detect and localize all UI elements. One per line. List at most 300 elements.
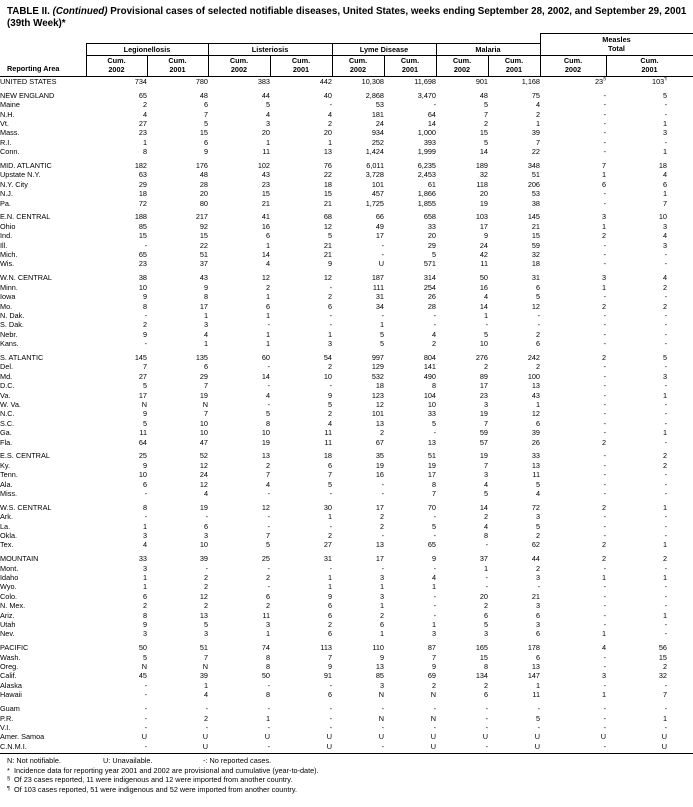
- value-cell: 18: [323, 179, 332, 189]
- value-cell: 19: [375, 460, 384, 470]
- group-header-listeriosis: Listeriosis: [251, 44, 289, 54]
- value-cell: -: [205, 512, 208, 522]
- value-cell: 33: [138, 554, 147, 564]
- value-cell: -: [603, 329, 606, 339]
- value-cell: 2: [327, 119, 332, 129]
- value-cell: 53: [375, 100, 384, 110]
- table-row: [0, 250, 693, 259]
- table-row: [0, 409, 693, 418]
- reporting-area-cell: Guam: [0, 704, 20, 714]
- reporting-area-cell: W.S. CENTRAL: [0, 502, 52, 512]
- value-cell: 21: [261, 198, 270, 208]
- reporting-area-cell: Wash.: [0, 652, 21, 662]
- value-cell: U: [326, 732, 332, 742]
- value-cell: 1: [265, 329, 270, 339]
- value-cell: 1: [379, 320, 384, 330]
- footnote-legend: [7, 756, 693, 766]
- value-cell: 3: [483, 629, 488, 639]
- value-cell: 5: [142, 381, 147, 391]
- value-cell: 21: [531, 591, 540, 601]
- value-cell: 2: [662, 301, 667, 311]
- value-cell: 5: [327, 479, 332, 489]
- value-cell: 42: [479, 250, 488, 260]
- value-cell: 5: [535, 479, 540, 489]
- reporting-area-cell: Alaska: [0, 680, 22, 690]
- value-cell: 85: [138, 221, 147, 231]
- value-cell: -: [664, 722, 667, 732]
- value-cell: -: [603, 259, 606, 269]
- value-cell: 3: [265, 119, 270, 129]
- value-cell: 2: [601, 540, 606, 550]
- value-cell: 8: [431, 479, 436, 489]
- column-header-legionellosis-cum-2002: Cum. 2002: [107, 56, 126, 74]
- value-cell: 14: [479, 502, 488, 512]
- value-cell: 2: [535, 362, 540, 372]
- value-cell: -: [664, 489, 667, 498]
- value-cell: 2: [483, 119, 488, 129]
- value-cell: -: [603, 591, 606, 601]
- value-cell: 1,866: [417, 189, 436, 199]
- value-cell: 6: [327, 460, 332, 470]
- value-cell: -: [603, 399, 606, 409]
- value-cell: 5: [265, 409, 270, 419]
- reporting-area-cell: PACIFIC: [0, 643, 29, 653]
- value-cell: 2: [535, 329, 540, 339]
- value-cell: 89: [479, 371, 488, 381]
- value-cell: 3: [601, 212, 606, 222]
- value-cell: 27: [323, 540, 332, 550]
- value-cell: 8: [265, 418, 270, 428]
- value-cell: -: [537, 582, 540, 592]
- value-cell: -: [664, 250, 667, 260]
- reporting-area-cell: Iowa: [0, 292, 16, 302]
- value-cell: 13: [199, 610, 208, 620]
- value-cell: 15: [199, 231, 208, 241]
- value-cell: 9: [431, 662, 436, 672]
- value-cell: 69: [427, 671, 436, 681]
- value-cell: 118: [476, 179, 488, 189]
- value-cell: -: [329, 704, 332, 714]
- value-cell: 4: [483, 479, 488, 489]
- value-cell: 3: [601, 273, 606, 283]
- notifiable-diseases-table: [0, 77, 693, 751]
- value-cell: -: [603, 680, 606, 690]
- value-cell: -: [144, 489, 147, 498]
- value-cell: 39: [531, 128, 540, 138]
- value-cell: 13: [375, 418, 384, 428]
- reporting-area-cell: Del.: [0, 362, 13, 372]
- table-row: [0, 512, 693, 521]
- value-cell: -: [485, 722, 488, 732]
- value-cell: 9: [483, 231, 488, 241]
- value-cell: -: [664, 479, 667, 489]
- value-cell: 15: [199, 128, 208, 138]
- value-cell: 13: [323, 147, 332, 157]
- value-cell: -: [603, 428, 606, 438]
- value-cell: 178: [527, 643, 540, 653]
- value-cell: -: [603, 704, 606, 714]
- reporting-area-cell: MID. ATLANTIC: [0, 161, 52, 171]
- value-cell: -: [603, 362, 606, 372]
- table-row: [0, 554, 693, 563]
- value-cell: 6: [327, 610, 332, 620]
- value-cell: 2: [327, 409, 332, 419]
- value-cell: 1: [662, 502, 667, 512]
- value-cell: 48: [479, 90, 488, 100]
- value-cell: 9: [327, 662, 332, 672]
- reporting-area-cell: Md.: [0, 371, 13, 381]
- value-cell: 4: [203, 690, 208, 700]
- value-cell: U: [534, 732, 540, 742]
- value-cell: -: [329, 521, 332, 531]
- value-cell: 5: [203, 620, 208, 630]
- value-cell: 2: [327, 531, 332, 541]
- value-cell: 9: [203, 147, 208, 157]
- reporting-area-cell: S. ATLANTIC: [0, 352, 44, 362]
- value-cell: 6: [483, 610, 488, 620]
- value-cell: 87: [427, 643, 436, 653]
- value-cell: 51: [199, 643, 208, 653]
- value-cell: 44: [531, 554, 540, 564]
- value-cell: 1: [662, 573, 667, 583]
- value-cell: 1: [601, 690, 606, 700]
- value-cell: 1: [535, 680, 540, 690]
- value-cell: 145: [134, 352, 147, 362]
- value-cell: 10: [323, 371, 332, 381]
- value-cell: -: [144, 240, 147, 250]
- value-cell: 29: [138, 179, 147, 189]
- value-cell: 113: [320, 643, 332, 653]
- reporting-area-cell: Okla.: [0, 531, 18, 541]
- reporting-area-cell: C.N.M.I.: [0, 741, 27, 751]
- legend-not-notifiable: N: Not notifiable.: [7, 756, 61, 766]
- value-cell: -: [433, 310, 436, 320]
- value-cell: 64: [427, 109, 436, 119]
- value-cell: 2: [379, 512, 384, 522]
- value-cell: 33: [531, 451, 540, 461]
- value-cell: 8: [431, 381, 436, 391]
- value-cell: -: [144, 722, 147, 732]
- footnote-asterisk: * Incidence data for reporting year 2001 and 2002 are provisional and cumulative (year-to-date).: [7, 765, 319, 775]
- value-cell: N: [141, 399, 147, 409]
- value-cell: -: [144, 704, 147, 714]
- value-cell: -: [537, 704, 540, 714]
- value-cell: 7: [203, 381, 208, 391]
- value-cell: -: [433, 722, 436, 732]
- value-cell: 2: [327, 620, 332, 630]
- value-cell: -: [381, 741, 384, 751]
- value-cell: 7: [662, 198, 667, 208]
- value-cell: -: [329, 310, 332, 320]
- value-cell: N: [378, 690, 384, 700]
- value-cell: 5: [431, 521, 436, 531]
- value-cell: 12: [199, 460, 208, 470]
- value-cell: -: [267, 320, 270, 330]
- value-cell: -: [603, 531, 606, 541]
- table-row: [0, 573, 693, 582]
- value-cell: -: [433, 320, 436, 330]
- value-cell: -: [267, 563, 270, 573]
- value-cell: 6: [265, 591, 270, 601]
- table-row: [0, 582, 693, 591]
- value-cell: 1: [379, 601, 384, 611]
- value-cell: 181: [371, 109, 384, 119]
- value-cell: 182: [134, 161, 147, 171]
- value-cell: 997: [371, 352, 384, 362]
- value-cell: 5: [662, 352, 667, 362]
- value-cell: 3: [483, 399, 488, 409]
- value-cell: 8: [142, 301, 147, 311]
- value-cell: -: [664, 259, 667, 269]
- value-cell: 7: [327, 652, 332, 662]
- table-row: [0, 77, 693, 86]
- value-cell: 3: [535, 601, 540, 611]
- value-cell: 31: [531, 273, 540, 283]
- value-cell: 22: [323, 170, 332, 180]
- value-cell: 276: [475, 352, 488, 362]
- value-cell: 734: [134, 77, 147, 86]
- value-cell: U: [378, 259, 384, 269]
- value-cell: 3: [265, 620, 270, 630]
- value-cell: 53: [531, 189, 540, 199]
- value-cell: 38: [531, 198, 540, 208]
- value-cell: 56: [658, 643, 667, 653]
- reporting-area-cell: Ark.: [0, 512, 13, 522]
- table-row: [0, 470, 693, 479]
- value-cell: 1: [662, 390, 667, 400]
- column-header-malaria-cum-2001: Cum. 2001: [504, 56, 524, 74]
- value-cell: 13: [531, 381, 540, 391]
- value-cell: -: [267, 521, 270, 531]
- value-cell: -: [603, 198, 606, 208]
- value-cell: 4: [662, 170, 667, 180]
- value-cell: 76: [323, 161, 332, 171]
- table-header: [0, 33, 693, 77]
- value-cell: 5: [662, 90, 667, 100]
- value-cell: 1: [483, 563, 488, 573]
- value-cell: 13: [375, 540, 384, 550]
- value-cell: 16: [375, 470, 384, 480]
- value-cell: -: [537, 722, 540, 732]
- table-row: [0, 723, 693, 732]
- column-header-listeriosis-cum-2001: Cum. 2001: [291, 56, 311, 74]
- value-cell: -: [433, 563, 436, 573]
- value-cell: -: [144, 310, 147, 320]
- value-cell: -: [664, 418, 667, 428]
- value-cell: 19: [199, 390, 208, 400]
- value-cell: 901: [475, 77, 488, 86]
- value-cell: -: [664, 629, 667, 639]
- value-cell: 14: [427, 119, 436, 129]
- value-cell: 3: [662, 371, 667, 381]
- value-cell: 6: [601, 179, 606, 189]
- reporting-area-cell: P.R.: [0, 713, 14, 723]
- title-text: Provisional cases of selected notifiable diseases, United States, weeks ending September 28, 2002, and September 29, 2001: [110, 6, 687, 17]
- table-row: [0, 381, 693, 390]
- value-cell: U: [600, 732, 606, 742]
- value-cell: 7: [535, 137, 540, 147]
- value-cell: -: [267, 680, 270, 690]
- group-header-lyme-disease: Lyme Disease: [359, 44, 409, 54]
- value-cell: 6: [203, 521, 208, 531]
- value-cell: 22: [531, 147, 540, 157]
- table-row: [0, 128, 693, 137]
- value-cell: 2: [203, 573, 208, 583]
- value-cell: 3: [662, 128, 667, 138]
- value-cell: -: [664, 563, 667, 573]
- value-cell: 804: [423, 352, 436, 362]
- value-cell: 50: [138, 643, 147, 653]
- value-cell: 1: [662, 189, 667, 199]
- value-cell: 17: [199, 301, 208, 311]
- value-cell: 20: [427, 231, 436, 241]
- value-cell: -: [205, 722, 208, 732]
- value-cell: 11: [262, 147, 270, 157]
- value-cell: 13: [531, 460, 540, 470]
- table-row: [0, 489, 693, 498]
- value-cell: 27: [138, 119, 147, 129]
- value-cell: 2: [601, 437, 606, 447]
- value-cell: 3: [379, 680, 384, 690]
- value-cell: 135: [195, 352, 208, 362]
- reporting-area-cell: Calif.: [0, 671, 17, 681]
- value-cell: -: [267, 722, 270, 732]
- value-cell: -: [664, 601, 667, 611]
- reporting-area-cell: Mich.: [0, 250, 18, 260]
- value-cell: 101: [371, 409, 384, 419]
- value-cell: 8: [142, 502, 147, 512]
- reporting-area-cell: R.I.: [0, 137, 12, 147]
- value-cell: -: [664, 399, 667, 409]
- table-row: [0, 330, 693, 339]
- value-cell: 176: [195, 161, 208, 171]
- value-cell: -: [603, 189, 606, 199]
- value-cell: 7: [483, 460, 488, 470]
- value-cell: -: [433, 531, 436, 541]
- value-cell: 9: [379, 652, 384, 662]
- value-cell: 6: [142, 591, 147, 601]
- value-cell: -: [664, 591, 667, 601]
- value-cell: 2: [662, 451, 667, 461]
- value-cell: 111: [372, 282, 384, 292]
- value-cell: 32: [479, 170, 488, 180]
- value-cell: -: [267, 582, 270, 592]
- value-cell: -: [381, 310, 384, 320]
- group-header-legionellosis: Legionellosis: [123, 44, 171, 54]
- value-cell: 5: [327, 399, 332, 409]
- value-cell: 6: [265, 231, 270, 241]
- value-cell: 8: [265, 662, 270, 672]
- value-cell: 43: [199, 273, 208, 283]
- table-row: [0, 438, 693, 447]
- value-cell: 3: [142, 629, 147, 639]
- value-cell: 51: [531, 170, 540, 180]
- value-cell: -: [664, 339, 667, 349]
- value-cell: 62: [531, 540, 540, 550]
- value-cell: 91: [323, 671, 332, 681]
- value-cell: 4: [203, 329, 208, 339]
- value-cell: -: [144, 741, 147, 751]
- value-cell: 15: [323, 189, 332, 199]
- reporting-area-cell: Oreg.: [0, 662, 19, 672]
- value-cell: -: [537, 320, 540, 330]
- value-cell: 4: [535, 100, 540, 110]
- value-cell: 38: [138, 273, 147, 283]
- value-cell: 39: [531, 428, 540, 438]
- value-cell: -: [329, 381, 332, 391]
- value-cell: -: [664, 362, 667, 372]
- table-row: [0, 302, 693, 311]
- value-cell: 3: [535, 512, 540, 522]
- value-cell: 32: [658, 671, 667, 681]
- value-cell: 6: [327, 629, 332, 639]
- value-cell: 4: [431, 573, 436, 583]
- value-cell: 24: [199, 470, 208, 480]
- value-cell: 4: [142, 109, 147, 119]
- header-bottom-rule: [0, 76, 693, 78]
- value-cell: -: [603, 521, 606, 531]
- value-cell: 1: [327, 573, 332, 583]
- value-cell: -: [433, 610, 436, 620]
- reporting-area-cell: Pa.: [0, 198, 11, 208]
- value-cell: 19: [261, 437, 270, 447]
- value-cell: 5: [535, 292, 540, 302]
- value-cell: 1,424: [365, 147, 384, 157]
- value-cell: 19: [479, 451, 488, 461]
- value-cell: -: [664, 470, 667, 480]
- reporting-area-cell: Ariz.: [0, 610, 15, 620]
- value-cell: 72: [531, 502, 540, 512]
- column-header-measles-cum-2002: Cum. 2002: [563, 56, 583, 74]
- value-cell: U: [534, 741, 540, 751]
- value-cell: 4: [142, 540, 147, 550]
- value-cell: 2: [535, 109, 540, 119]
- value-cell: 2: [327, 292, 332, 302]
- reporting-area-cell: Idaho: [0, 573, 19, 583]
- value-cell: -: [485, 582, 488, 592]
- value-cell: 10,308: [361, 77, 384, 86]
- value-cell: -: [485, 741, 488, 751]
- column-header-legionellosis-cum-2001: Cum. 2001: [168, 56, 187, 74]
- table-row: [0, 241, 693, 250]
- value-cell: 7: [327, 470, 332, 480]
- value-cell: 9: [203, 282, 208, 292]
- value-cell: 6: [327, 690, 332, 700]
- value-cell: 12: [261, 273, 270, 283]
- value-cell: U: [202, 741, 208, 751]
- value-cell: U: [326, 741, 332, 751]
- value-cell: 189: [475, 161, 488, 171]
- value-cell: 9: [142, 620, 147, 630]
- reporting-area-cell: D.C.: [0, 381, 15, 391]
- value-cell: -: [144, 713, 147, 723]
- value-cell: 2: [265, 573, 270, 583]
- value-cell: 10: [138, 470, 147, 480]
- column-header-listeriosis-cum-2002: Cum. 2002: [229, 56, 249, 74]
- value-cell: 8: [483, 662, 488, 672]
- value-cell: -: [381, 240, 384, 250]
- value-cell: 67: [375, 437, 384, 447]
- value-cell: 27: [138, 371, 147, 381]
- value-cell: 17: [138, 390, 147, 400]
- table-title: [7, 6, 689, 29]
- value-cell: 5: [379, 339, 384, 349]
- value-cell: 4: [535, 489, 540, 498]
- value-cell: 2,453: [417, 170, 436, 180]
- value-cell: -: [329, 722, 332, 732]
- table-row: [0, 231, 693, 240]
- value-cell: 57: [479, 437, 488, 447]
